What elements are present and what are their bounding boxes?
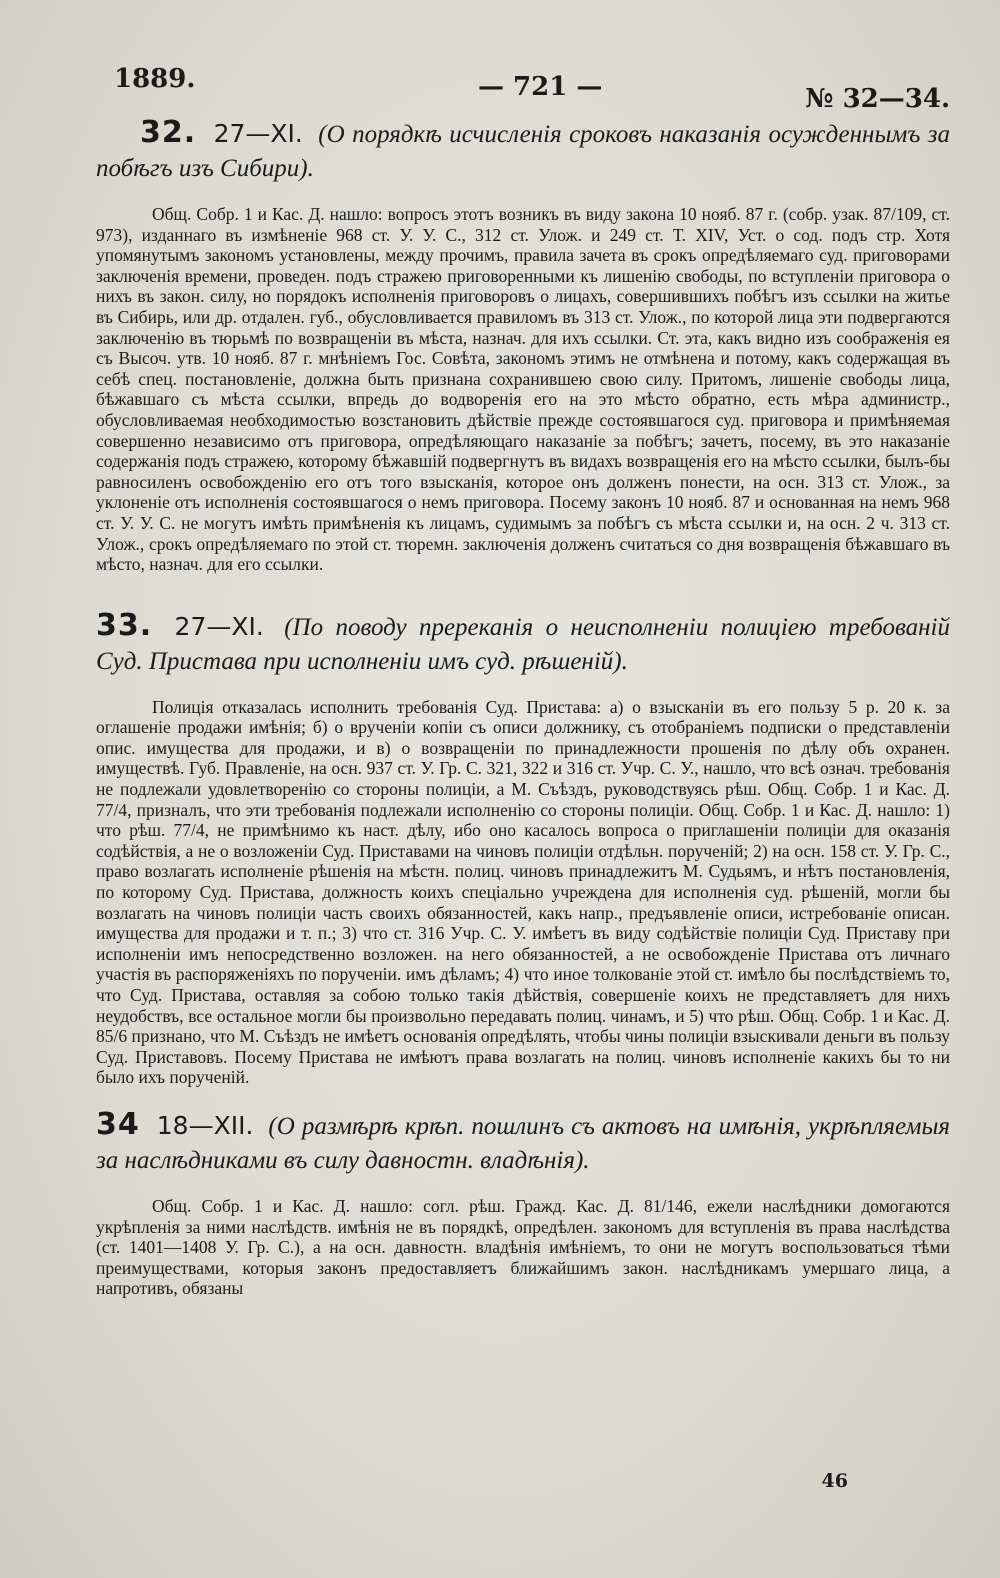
entry-body: Общ. Собр. 1 и Кас. Д. нашло: согл. рѣш. Гражд. Кас. Д. 81/146, ежели наслѣдники домогаются укрѣпленія за ними наслѣдств. имѣнія не въ порядкѣ, опредѣлен. закономъ для вступленія въ права наслѣдства (ст. 1401—1408 У. Гр. С.), а на осн. давностн. владѣнія имѣніемъ, то они не могутъ воспользоваться тѣми преимуществами, которыя законъ предоставляетъ ближайшимъ закон. наслѣдникамъ умершаго лица, а напротивъ, обязаны bbox=[96, 1195, 950, 1299]
entry-date: 18—XII. bbox=[156, 1110, 254, 1140]
header-page-number: — 721 — bbox=[478, 72, 603, 102]
signature-mark: 46 bbox=[821, 1470, 848, 1492]
entry-date: 27—XI. bbox=[213, 119, 303, 148]
header-document-numbers: № 32—34. bbox=[805, 84, 950, 114]
entry-number: 32. bbox=[140, 115, 197, 150]
entry-date: 27—XI. bbox=[174, 611, 264, 641]
entry-number: 34 bbox=[96, 1106, 140, 1142]
entry-33 bbox=[96, 609, 950, 1088]
entry-32 bbox=[96, 116, 950, 575]
entry-body: Полиція отказалась исполнить требованія Суд. Пристава: а) о взысканіи въ его пользу 5 р. 20 к. за оглашеніе продажи имѣнія; б) о врученіи копіи съ описи должнику, съ отобраніемъ подписки о представленіи опис. имущества для продажи, и в) о возвращеніи по принадлежности прошенія по дѣлу объ охранен. имуществѣ. Губ. Правленіе, на осн. 937 ст. У. Гр. С. 321, 322 и 316 ст. Учр. С. У., нашло, что всѣ означ. требованія не подлежали удовлетворенію со стороны полиціи, а М. Съѣздъ, руководствуясь рѣш. Общ. Собр. 1 и Кас. Д. 77/4, призналъ, что эти требованія подлежали исполненію со стороны полиціи. Общ. Собр. 1 и Кас. Д. нашло: 1) что рѣш. 77/4, не примѣнимо къ наст. дѣлу, ибо оно касалось вопроса о приглашеніи полиціи для оказанія содѣйствія, а не о возложеніи Суд. Приставами на чиновъ полиціи отдѣльн. порученій; 2) на осн. 158 ст. У. Гр. С., право возлагать исполненіе рѣшенія на мѣстн. полиц. чиновъ принадлежитъ М. Судьямъ, и нѣтъ постановленія, по которому Суд. Пристава, должность коихъ спеціально учреждена для исполненія суд. рѣшеній, могли бы возлагать на чиновъ полиціи часть своихъ обязанностей, какъ напр., предъявленіе описи, истребованіе описан. имущества для продажи и т. п.; 3) что ст. 316 Учр. С. У. имѣетъ въ виду содѣйствіе полиціи Суд. Приставу при исполненіи имъ непосредственно возложен. на него обязанностей, а не освобожденіе Пристава отъ личнаго участія въ распоряженіяхъ по порученіи. имъ дѣламъ; 4) что иное толкованіе этой ст. имѣло бы послѣдствіемъ то, что Суд. Пристава, оставляя за собою только такія дѣйствія, совершеніе коихъ не представляетъ для нихъ неудобствъ, все остальное могли бы произвольно передавать полиц. чинамъ, и 5) что рѣш. Общ. Собр. 1 и Кас. Д. 85/6 признано, что М. Съѣздъ не имѣетъ основанія опредѣлять, чтобы чины полиціи взыскивали деньги въ пользу Суд. Приставовъ. Посему Пристава не имѣютъ права возлагать на полиц. чиновъ исполненіе какихъ бы то ни было ихъ порученій. bbox=[96, 696, 950, 1088]
entry-subject: (О порядкѣ исчисленія сроковъ наказанія осужденнымъ за побѣгъ изъ Сибири). bbox=[96, 121, 950, 182]
entry-title bbox=[96, 609, 950, 679]
page-header bbox=[96, 60, 950, 116]
entry-title bbox=[96, 1108, 950, 1178]
entry-body: Общ. Собр. 1 и Кас. Д. нашло: вопросъ этотъ возникъ въ виду закона 10 нояб. 87 г. (собр. узак. 87/109, ст. 973), изданнаго въ измѣненіе 968 ст. У. У. С., 312 ст. Улож. и 249 ст. Т. XIV, Уст. о сод. подъ стр. Хотя упомянутымъ закономъ установлены, между прочимъ, правила зачета въ срокъ опредѣляемаго суд. приговорами заключенія времени, проведен. подъ стражею приговоренными къ лишенію свободы, по вступленіи приговора о нихъ въ закон. силу, но порядокъ исполненія приговоровъ о лицахъ, совершившихъ побѣгъ изъ ссылки на житье въ Сибирь, или др. отдален. губ., обусловливается правиломъ въ 313 ст. Улож., по которой лица эти подвергаются заключенію въ тюрьмѣ по возвращеніи въ мѣста, назнач. для ихъ ссылки. Ст. эта, какъ видно изъ соображенія ея съ Высоч. утв. 10 нояб. 87 г. мнѣніемъ Гос. Совѣта, закономъ этимъ не отмѣнена и потому, какъ содержащая въ себѣ спец. постановленіе, должна быть признана сохранившею свою силу. Притомъ, лишеніе свободы лица, бѣжавшаго съ мѣста ссылки, впредь до водворенія его на это мѣсто обратно, есть мѣра администр., обусловливаемая необходимостью возстановить дѣйствіе прежде состоявшагося суд. приговора и примѣняемая совершенно независимо отъ приговора, опредѣляющаго наказаніе за побѣгъ; зачетъ, посему, въ это наказаніе содержанія подъ стражею, которому бѣжавшій подвергнутъ въ видахъ возвращенія его на мѣсто ссылки, былъ-бы равносиленъ освобожденію его отъ того взысканія, которое онъ долженъ понести, на осн. 313 ст. Улож., за уклоненіе отъ исполненія состоявшагося о немъ приговора. Посему законъ 10 нояб. 87 и основанная на немъ 968 ст. У. У. С. не могутъ имѣть примѣненія къ лицамъ, судимымъ за побѣгъ съ мѣста ссылки и, на осн. 2 ч. 313 ст. Улож., срокъ опредѣляемаго по этой ст. тюремн. заключенія долженъ считаться со дня возвращенія бѣжавшаго въ мѣсто, назнач. для его ссылки. bbox=[96, 204, 950, 575]
entry-subject: (О размѣрѣ крѣп. пошлинъ съ актовъ на имѣнія, укрѣпляемыя за наслѣдниками въ силу давностн. владѣнія). bbox=[96, 1112, 950, 1174]
entry-subject: (По поводу пререканія о неисполненіи полиціею требованій Суд. Пристава при исполненіи имъ суд. рѣшеній). bbox=[96, 613, 951, 675]
entry-number: 33. bbox=[96, 607, 153, 643]
entry-34 bbox=[96, 1108, 950, 1299]
entry-title bbox=[96, 116, 950, 186]
header-year: 1889. bbox=[114, 64, 196, 94]
